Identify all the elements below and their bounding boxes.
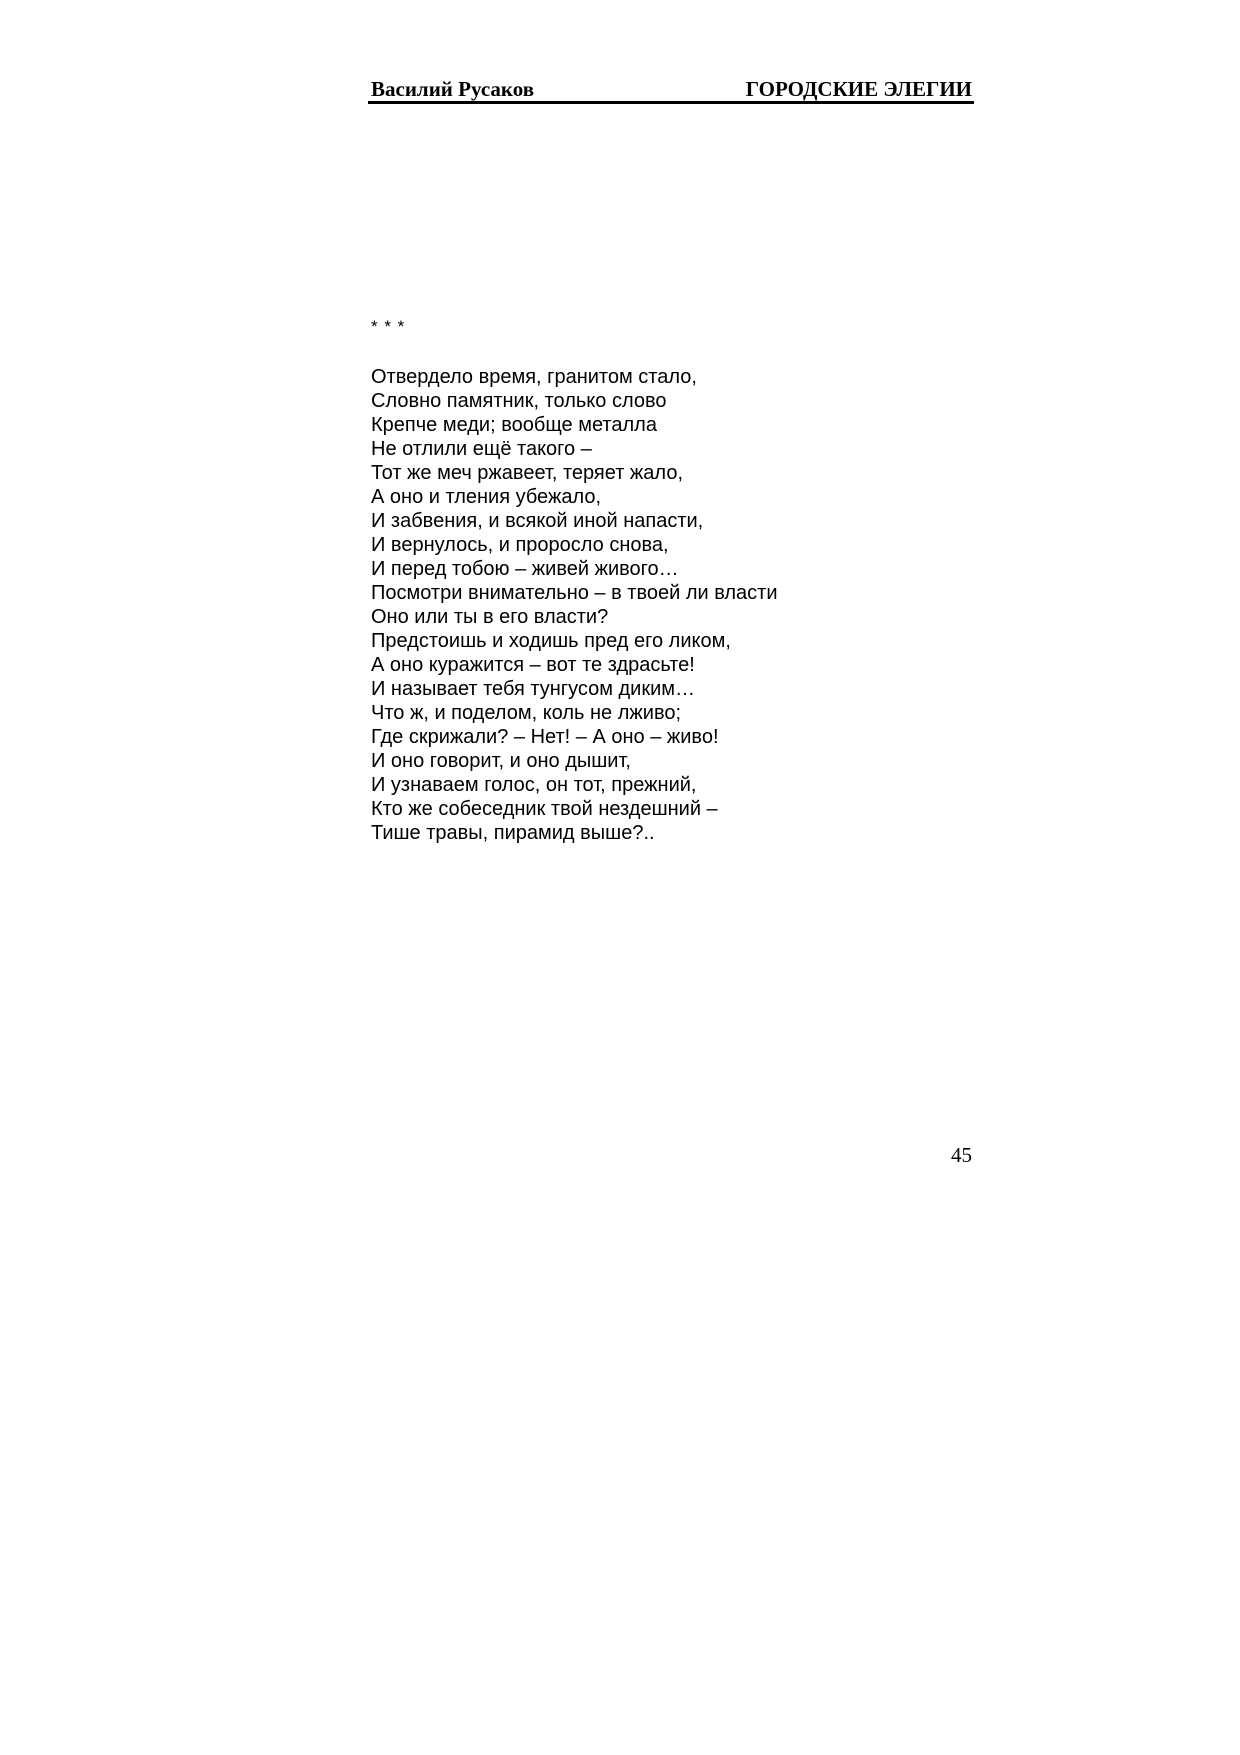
poem-lines xyxy=(371,365,931,845)
poem-line: И вернулось, и проросло снова, xyxy=(371,534,669,556)
poem-line: Посмотри внимательно – в твоей ли власти xyxy=(371,582,778,604)
poem xyxy=(371,317,931,845)
poem-line: Кто же собеседник твой нездешний – xyxy=(371,798,718,820)
poem-line: И оно говорит, и оно дышит, xyxy=(371,750,631,772)
poem-line: И называет тебя тунгусом диким… xyxy=(371,678,696,700)
poem-line: Где скрижали? – Нет! – А оно – живо! xyxy=(371,726,719,748)
page-number: 45 xyxy=(951,1143,972,1167)
header-book-title: ГОРОДСКИЕ ЭЛЕГИИ xyxy=(745,77,972,101)
poem-line: Тот же меч ржавеет, теряет жало, xyxy=(371,462,684,484)
poem-line: Что ж, и поделом, коль не лживо; xyxy=(371,702,682,724)
header-author: Василий Русаков xyxy=(371,77,535,101)
poem-line: А оно и тления убежало, xyxy=(371,486,602,508)
poem-separator: * * * xyxy=(371,317,406,336)
poem-line: Словно памятник, только слово xyxy=(371,390,667,412)
poem-line: И забвения, и всякой иной напасти, xyxy=(371,510,704,532)
poem-line: Предстоишь и ходишь пред его ликом, xyxy=(371,630,731,652)
poem-line: Не отлили ещё такого – xyxy=(371,438,592,460)
poem-line: А оно куражится – вот те здрасьте! xyxy=(371,654,695,676)
running-header xyxy=(368,74,974,104)
poem-line: Тише травы, пирамид выше?.. xyxy=(371,822,655,844)
poem-line: И перед тобою – живей живого… xyxy=(371,558,679,580)
header-rule xyxy=(368,101,974,104)
poem-line: Крепче меди; вообще металла xyxy=(371,414,657,436)
poem-line: Оно или ты в его власти? xyxy=(371,606,609,628)
poem-line: И узнаваем голос, он тот, прежний, xyxy=(371,774,697,796)
poem-line: Отвердело время, гранитом стало, xyxy=(371,366,697,388)
